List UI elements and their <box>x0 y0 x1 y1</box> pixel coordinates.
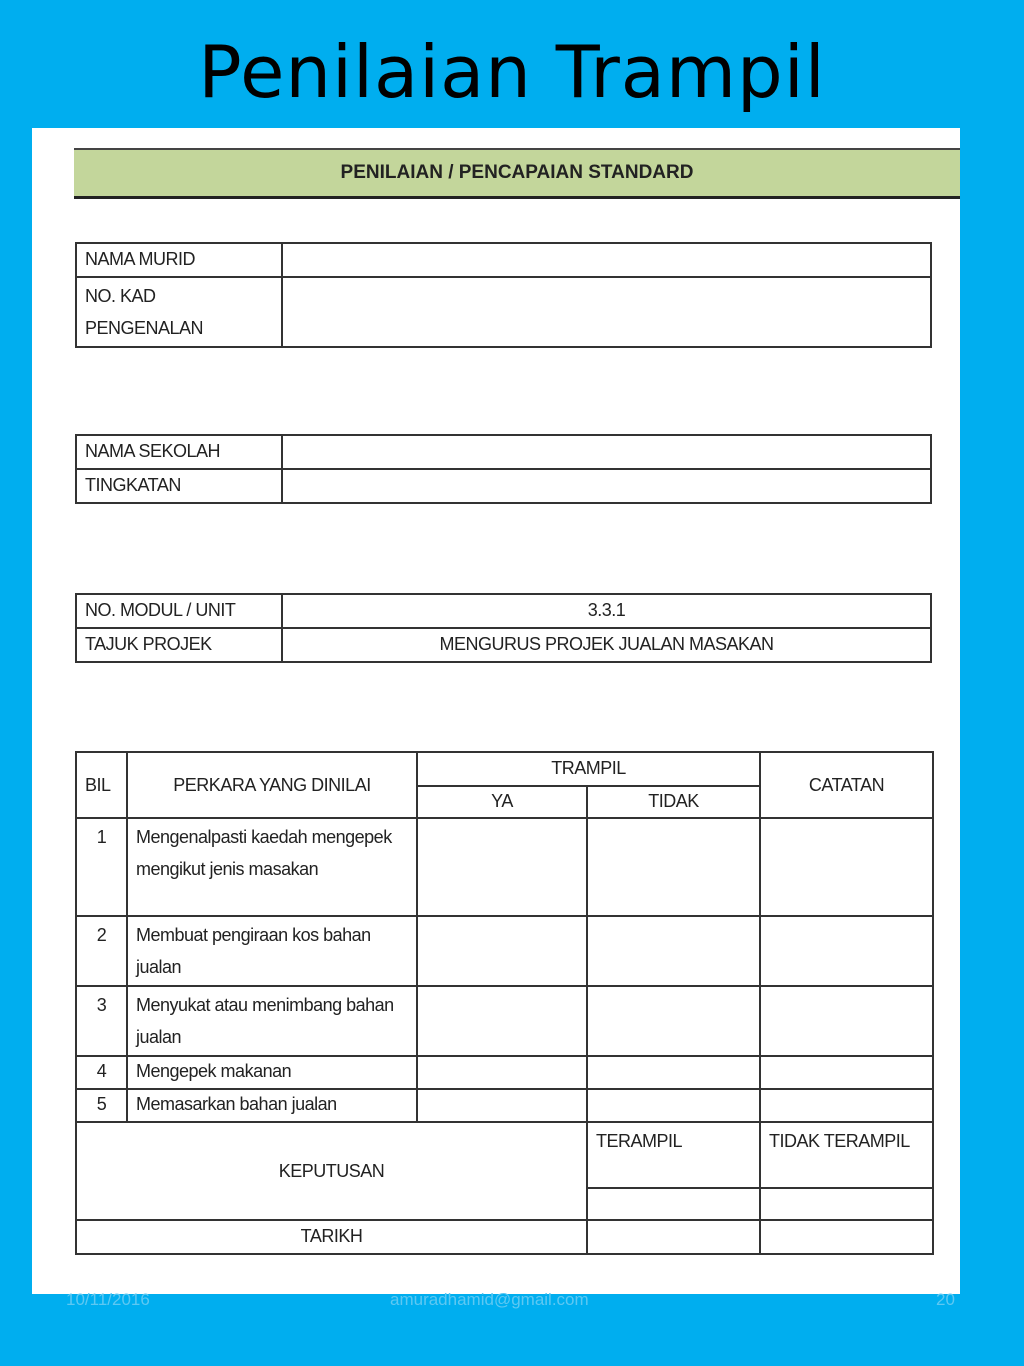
footer-email: amuradhamid@gmail.com <box>390 1290 589 1309</box>
row-yes-cell[interactable] <box>417 1089 587 1122</box>
row-number: 3 <box>76 986 127 1056</box>
no-header: TIDAK <box>587 786 760 818</box>
row-notes-cell[interactable] <box>760 818 933 916</box>
row-notes-cell[interactable] <box>760 1056 933 1089</box>
assessment-row <box>76 916 933 986</box>
yes-header: YA <box>417 786 587 818</box>
decision-label: KEPUTUSAN <box>76 1122 587 1220</box>
skill-header: TRAMPIL <box>417 752 760 786</box>
student-id-label-line2: PENGENALAN <box>85 318 204 338</box>
row-number: 5 <box>76 1089 127 1122</box>
date-field-extra[interactable] <box>760 1220 933 1254</box>
row-number: 1 <box>76 818 127 916</box>
row-number: 4 <box>76 1056 127 1089</box>
row-item: Menyukat atau menimbang bahan jualan <box>127 986 417 1056</box>
footer-date: 10/11/2016 <box>66 1290 150 1309</box>
assessment-row <box>76 1089 933 1122</box>
item-header: PERKARA YANG DINILAI <box>127 752 417 818</box>
assessment-table <box>75 751 934 1255</box>
not-skilled-mark-cell[interactable] <box>760 1188 933 1220</box>
row-item: Memasarkan bahan jualan <box>127 1089 417 1122</box>
slide-title: Penilaian Trampil <box>198 30 826 114</box>
assessment-form-page <box>32 128 960 1294</box>
skilled-mark-cell[interactable] <box>587 1188 760 1220</box>
student-info-table <box>75 242 932 348</box>
project-title-label: TAJUK PROJEK <box>76 628 282 662</box>
assessment-row <box>76 818 933 916</box>
row-no-cell[interactable] <box>587 818 760 916</box>
row-no-cell[interactable] <box>587 916 760 986</box>
notes-header: CATATAN <box>760 752 933 818</box>
assessment-row <box>76 1056 933 1089</box>
row-yes-cell[interactable] <box>417 916 587 986</box>
row-yes-cell[interactable] <box>417 986 587 1056</box>
project-title-value: MENGURUS PROJEK JUALAN MASAKAN <box>282 628 931 662</box>
row-notes-cell[interactable] <box>760 986 933 1056</box>
bil-header: BIL <box>76 752 127 818</box>
row-no-cell[interactable] <box>587 1089 760 1122</box>
assessment-row <box>76 986 933 1056</box>
school-name-label: NAMA SEKOLAH <box>76 435 282 469</box>
row-item: Mengepek makanan <box>127 1056 417 1089</box>
level-label: TINGKATAN <box>76 469 282 503</box>
school-name-field[interactable] <box>282 435 931 469</box>
school-info-table <box>75 434 932 504</box>
date-field[interactable] <box>587 1220 760 1254</box>
level-field[interactable] <box>282 469 931 503</box>
row-notes-cell[interactable] <box>760 916 933 986</box>
row-item: Membuat pengiraan kos bahan jualan <box>127 916 417 986</box>
student-id-label-line1: NO. KAD <box>85 286 156 306</box>
module-value: 3.3.1 <box>282 594 931 628</box>
module-label: NO. MODUL / UNIT <box>76 594 282 628</box>
row-yes-cell[interactable] <box>417 1056 587 1089</box>
not-skilled-label: TIDAK TERAMPIL <box>760 1122 933 1188</box>
module-info-table <box>75 593 932 663</box>
date-label: TARIKH <box>76 1220 587 1254</box>
student-name-label: NAMA MURID <box>76 243 282 277</box>
row-no-cell[interactable] <box>587 986 760 1056</box>
student-id-field[interactable] <box>282 277 931 347</box>
row-number: 2 <box>76 916 127 986</box>
row-item: Mengenalpasti kaedah mengepek mengikut jenis masakan <box>127 818 417 916</box>
row-notes-cell[interactable] <box>760 1089 933 1122</box>
student-name-field[interactable] <box>282 243 931 277</box>
row-yes-cell[interactable] <box>417 818 587 916</box>
form-header: PENILAIAN / PENCAPAIAN STANDARD <box>74 148 960 199</box>
student-id-label <box>76 277 282 347</box>
skilled-label: TERAMPIL <box>587 1122 760 1188</box>
row-no-cell[interactable] <box>587 1056 760 1089</box>
footer-page-number: 20 <box>936 1290 955 1309</box>
